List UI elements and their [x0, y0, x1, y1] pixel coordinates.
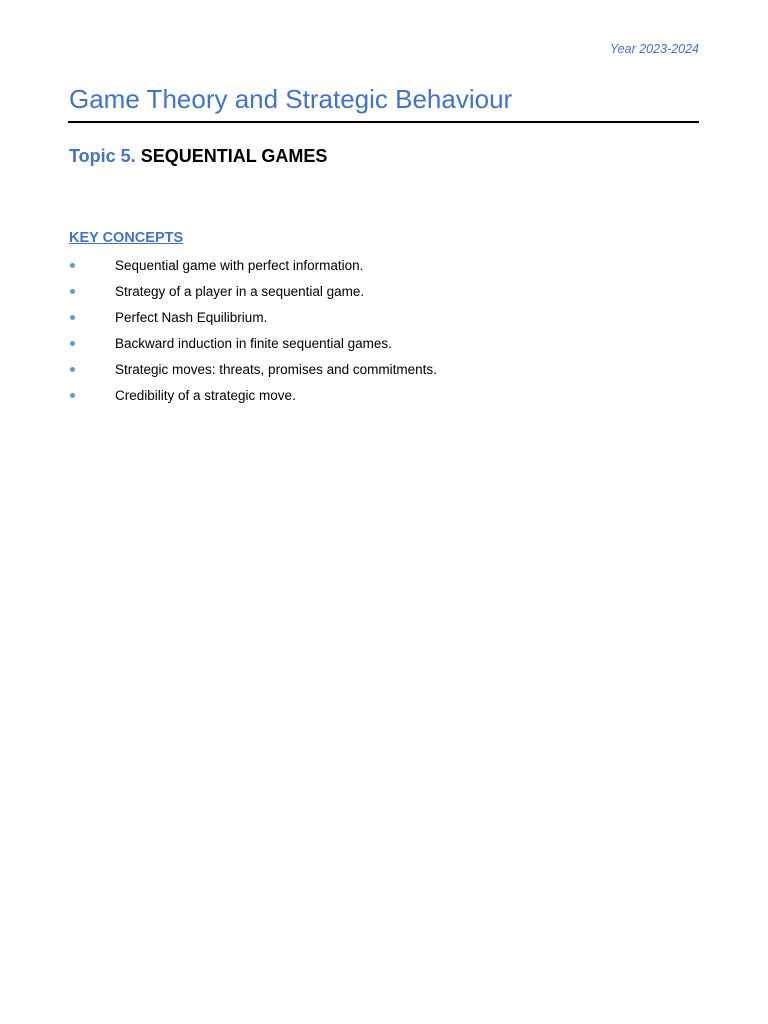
concept-text: Credibility of a strategic move. [115, 388, 296, 403]
topic-name: SEQUENTIAL GAMES [140, 146, 328, 166]
key-concepts-heading: KEY CONCEPTS [69, 230, 184, 246]
topic-number: Topic 5. [69, 146, 136, 166]
academic-year: Year 2023-2024 [610, 42, 699, 56]
bullet-icon [70, 315, 75, 320]
concept-text: Backward induction in finite sequential games. [115, 336, 392, 351]
course-title: Game Theory and Strategic Behaviour [69, 84, 513, 114]
concept-text: Strategic moves: threats, promises and commitments. [115, 362, 437, 377]
bullet-icon [70, 367, 75, 372]
bullet-icon [70, 341, 75, 346]
bullet-icon [70, 289, 75, 294]
bullet-icon [70, 393, 75, 398]
topic-heading [69, 146, 327, 167]
concept-text: Perfect Nash Equilibrium. [115, 310, 268, 325]
concept-text: Sequential game with perfect information. [115, 258, 364, 273]
title-divider [68, 121, 699, 123]
bullet-icon [70, 263, 75, 268]
concept-text: Strategy of a player in a sequential game. [115, 284, 365, 299]
